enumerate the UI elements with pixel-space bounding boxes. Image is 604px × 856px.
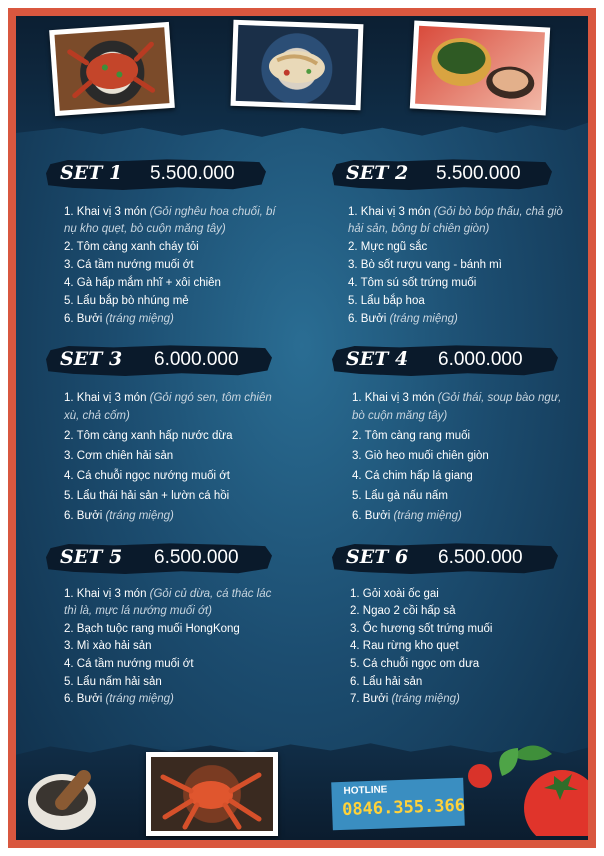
set-price: 6.000.000 bbox=[438, 349, 523, 370]
list-item: 2. Mực ngũ sắc bbox=[348, 241, 428, 253]
list-item: 4. Tôm sú sốt trứng muối bbox=[348, 277, 477, 289]
list-item: 1. Khai vị 3 món (Gỏi thái, soup bào ngư, bbox=[352, 392, 562, 404]
hotline-label: HOTLINE bbox=[343, 784, 388, 797]
list-item: 5. Lẩu thái hải sản + lườn cá hồi bbox=[64, 490, 230, 502]
list-item: 2. Ngao 2 cồi hấp sả bbox=[350, 605, 456, 617]
mortar-pestle-icon bbox=[22, 756, 112, 836]
set-name: SET 6 bbox=[346, 546, 409, 568]
set-6-header bbox=[332, 542, 558, 576]
list-item: 6. Lẩu hải sản bbox=[350, 676, 423, 688]
photo-fish-dish bbox=[231, 20, 364, 110]
list-item: 3. Bò sốt rượu vang - bánh mì bbox=[348, 259, 502, 271]
list-item: 2. Tôm càng xanh hấp nước dừa bbox=[64, 430, 233, 442]
list-item: 2. Tôm càng rang muối bbox=[352, 430, 471, 442]
set-name: SET 5 bbox=[60, 546, 123, 568]
list-item: 3. Cá tầm nướng muối ớt bbox=[64, 259, 194, 271]
list-item-continued: thì là, mực lá nướng muối ớt) bbox=[64, 605, 213, 617]
set-price: 6.500.000 bbox=[438, 547, 523, 568]
set-3-header bbox=[46, 344, 272, 378]
set-name: SET 4 bbox=[346, 348, 409, 370]
hotline-badge bbox=[331, 778, 465, 831]
list-item: 7. Bưởi (tráng miệng) bbox=[350, 693, 460, 705]
set-price: 5.500.000 bbox=[150, 163, 235, 184]
list-item: 6. Bưởi (tráng miệng) bbox=[64, 693, 174, 705]
list-item: 3. Cơm chiên hải sản bbox=[64, 450, 174, 462]
list-item: 4. Cá tầm nướng muối ớt bbox=[64, 658, 194, 670]
photo-king-crab bbox=[146, 752, 278, 836]
list-item: 1. Khai vị 3 món (Gỏi củ dừa, cá thác lác bbox=[64, 588, 272, 600]
list-item: 5. Lẩu bắp bò nhúng mẻ bbox=[64, 295, 189, 307]
set-name: SET 3 bbox=[60, 348, 123, 370]
list-item: 4. Gà hấp mắm nhĩ + xôi chiên bbox=[64, 277, 221, 289]
list-item: 4. Rau rừng kho quẹt bbox=[350, 640, 459, 652]
list-item: 5. Lẩu bắp hoa bbox=[348, 295, 425, 307]
list-item: 4. Cá chim hấp lá giang bbox=[352, 470, 473, 482]
set-name: SET 1 bbox=[60, 162, 123, 184]
list-item: 5. Cá chuỗi ngọc om dưa bbox=[350, 658, 480, 670]
list-item: 1. Khai vị 3 món (Gỏi nghêu hoa chuối, bí bbox=[64, 206, 276, 218]
set-name: SET 2 bbox=[346, 162, 409, 184]
list-item: 5. Lẩu gà nấu nấm bbox=[352, 490, 448, 502]
list-item: 1. Khai vị 3 món (Gỏi bò bóp thấu, chả giò bbox=[348, 206, 563, 218]
hotline-number[interactable]: 0846.355.366 bbox=[341, 795, 466, 820]
list-item-continued: hải sản, bông bí chiên giòn) bbox=[348, 223, 490, 235]
set-2-header bbox=[332, 158, 552, 192]
list-item: 6. Bưởi (tráng miệng) bbox=[64, 313, 174, 325]
list-item: 1. Gỏi xoài ốc gai bbox=[350, 588, 439, 600]
list-item: 4. Cá chuỗi ngọc nướng muối ớt bbox=[64, 470, 230, 482]
list-item: 3. Giò heo muối chiên giòn bbox=[352, 450, 489, 462]
set-1-header bbox=[46, 158, 266, 192]
list-item: 6. Bưởi (tráng miệng) bbox=[352, 510, 462, 522]
set-price: 6.000.000 bbox=[154, 349, 239, 370]
set-5-header bbox=[46, 542, 272, 576]
list-item-continued: xù, chả cốm) bbox=[64, 410, 130, 422]
list-item: 6. Bưởi (tráng miệng) bbox=[348, 313, 458, 325]
list-item: 3. Mì xào hải sản bbox=[64, 640, 152, 652]
set-price: 6.500.000 bbox=[154, 547, 239, 568]
list-item-continued: bò cuộn măng tây) bbox=[352, 410, 448, 422]
list-item: 6. Bưởi (tráng miệng) bbox=[64, 510, 174, 522]
menu-panel bbox=[16, 16, 588, 840]
list-item: 1. Khai vị 3 món (Gỏi ngó sen, tôm chiên bbox=[64, 392, 272, 404]
list-item: 3. Ốc hương sốt trứng muối bbox=[350, 623, 493, 635]
list-item-continued: nụ kho quẹt, bò cuộn măng tây) bbox=[64, 223, 226, 235]
photo-greens-dish bbox=[410, 21, 550, 116]
photo-crab-dish bbox=[49, 22, 175, 116]
list-item: 2. Bạch tuộc rang muối HongKong bbox=[64, 623, 240, 635]
list-item: 2. Tôm càng xanh cháy tỏi bbox=[64, 241, 199, 253]
tomato-basil-icon bbox=[462, 736, 588, 836]
set-price: 5.500.000 bbox=[436, 163, 521, 184]
set-4-header bbox=[332, 344, 558, 378]
list-item: 5. Lẩu nấm hải sản bbox=[64, 676, 162, 688]
